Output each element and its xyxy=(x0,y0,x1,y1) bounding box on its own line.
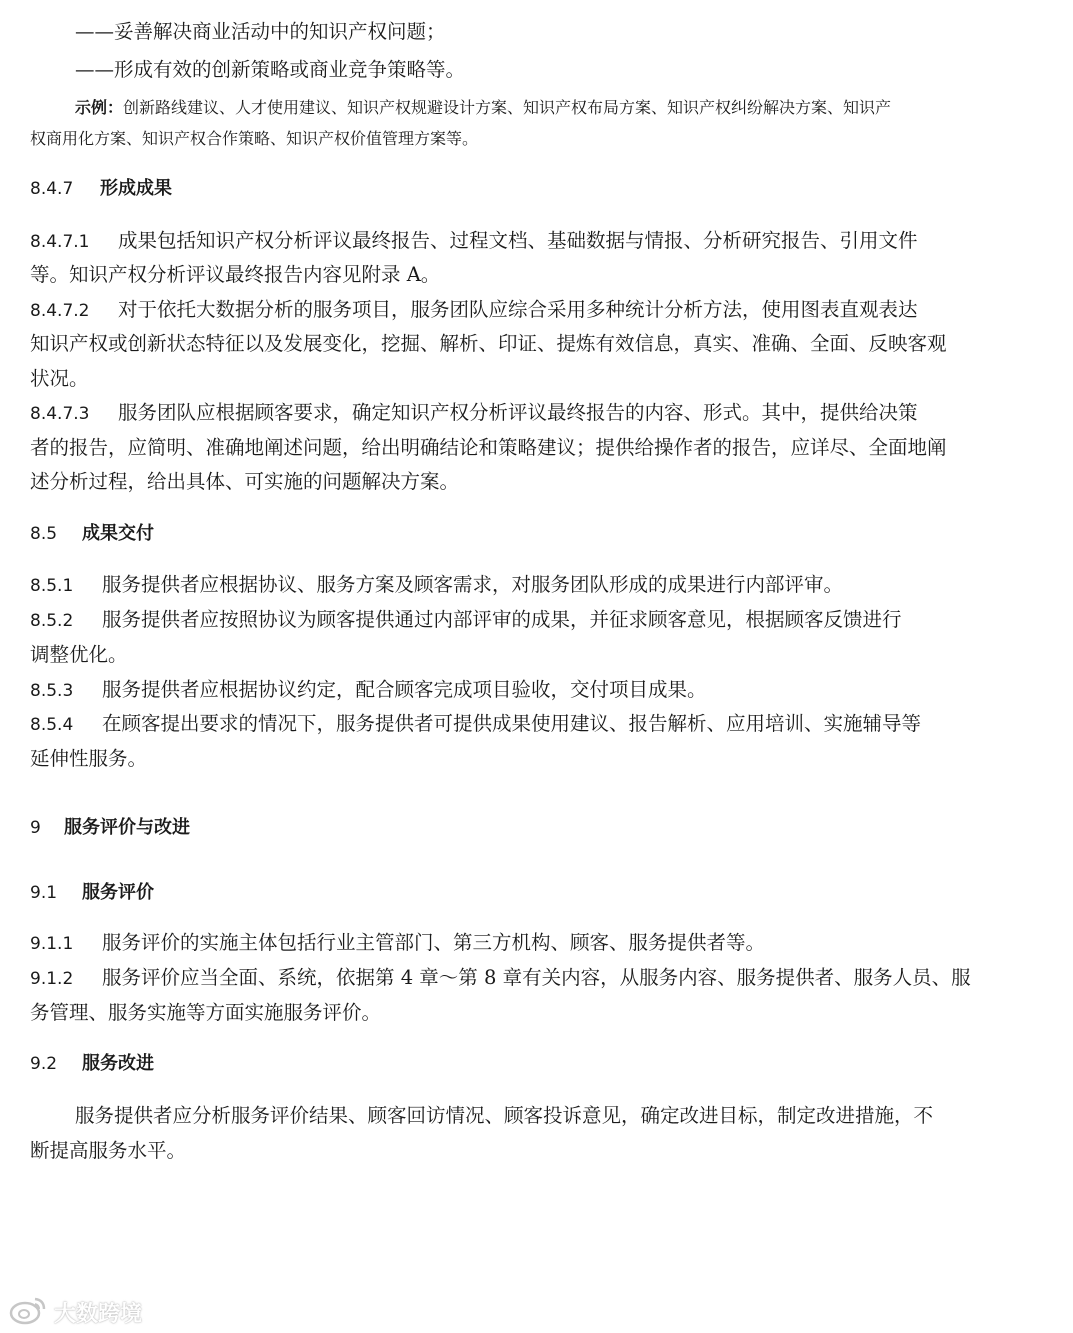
example-line-1 xyxy=(75,96,1040,120)
clause-text: 对于依托大数据分析的服务项目，服务团队应综合采用多种统计分析方法，使用图表直观表达 xyxy=(118,298,918,321)
section-heading-9-2 xyxy=(30,1051,154,1076)
section-title: 形成成果 xyxy=(100,178,172,199)
section-heading-9-1 xyxy=(30,880,154,905)
clause-8-4-7-1-line-1 xyxy=(30,229,918,254)
clause-number: 8.5.3 xyxy=(30,681,74,701)
section-title: 服务改进 xyxy=(82,1053,154,1074)
clause-number: 9.1.2 xyxy=(30,969,74,989)
chapter-number: 9 xyxy=(30,818,41,838)
clause-text: 服务团队应根据顾客要求，确定知识产权分析评议最终报告的内容、形式。其中，提供给决策 xyxy=(118,401,918,424)
clause-text: 服务评价应当全面、系统，依据第 4 章～第 8 章有关内容，从服务内容、服务提供者、服务人员、服 xyxy=(102,966,971,989)
clause-number: 8.4.7.3 xyxy=(30,404,90,424)
clause-8-5-4-line-1 xyxy=(30,712,921,737)
clause-8-5-2-line-2: 调整优化。 xyxy=(30,643,128,666)
clause-text: 服务评价的实施主体包括行业主管部门、第三方机构、顾客、服务提供者等。 xyxy=(102,931,766,954)
clause-text: 成果包括知识产权分析评议最终报告、过程文档、基础数据与情报、分析研究报告、引用文件 xyxy=(118,229,918,252)
watermark xyxy=(8,1295,142,1329)
clause-text: 在顾客提出要求的情况下，服务提供者可提供成果使用建议、报告解析、应用培训、实施辅导等 xyxy=(102,712,922,735)
section-title: 服务评价 xyxy=(82,882,154,903)
section-heading-8-4-7 xyxy=(30,176,172,201)
clause-8-5-1 xyxy=(30,573,843,598)
clause-8-5-3 xyxy=(30,678,707,703)
clause-8-4-7-3-line-3: 述分析过程，给出具体、可实施的问题解决方案。 xyxy=(30,470,460,493)
section-number: 9.2 xyxy=(30,1054,58,1074)
clause-8-4-7-3-line-1 xyxy=(30,401,918,426)
weibo-logo-icon xyxy=(8,1295,48,1329)
chapter-heading-9 xyxy=(30,815,190,840)
clause-8-4-7-2-line-1 xyxy=(30,298,918,323)
clause-number: 8.4.7.1 xyxy=(30,232,90,252)
paragraph-9-2-line-2: 断提高服务水平。 xyxy=(30,1139,187,1162)
section-title: 成果交付 xyxy=(82,523,154,544)
section-heading-8-5 xyxy=(30,521,154,546)
clause-text: 服务提供者应根据协议约定，配合顾客完成项目验收，交付项目成果。 xyxy=(102,678,707,701)
dash-item-1: ——妥善解决商业活动中的知识产权问题； xyxy=(75,20,446,43)
clause-text: 服务提供者应按照协议为顾客提供通过内部评审的成果，并征求顾客意见，根据顾客反馈进行 xyxy=(102,608,902,631)
example-label: 示例： xyxy=(75,98,124,117)
clause-8-4-7-3-line-2: 者的报告，应简明、准确地阐述问题，给出明确结论和策略建议；提供给操作者的报告，应详尽、全面地阐 xyxy=(30,436,947,459)
clause-8-5-2-line-1 xyxy=(30,608,902,633)
clause-9-1-1 xyxy=(30,931,765,956)
clause-number: 8.5.1 xyxy=(30,576,74,596)
example-text-1: 创新路线建议、人才使用建议、知识产权规避设计方案、知识产权布局方案、知识产权纠纷解决方案、知识产 xyxy=(123,98,892,117)
clause-8-5-4-line-2: 延伸性服务。 xyxy=(30,747,148,770)
clause-text: 服务提供者应根据协议、服务方案及顾客需求，对服务团队形成的成果进行内部评审。 xyxy=(102,573,844,596)
clause-number: 8.4.7.2 xyxy=(30,301,90,321)
clause-9-1-2-line-1 xyxy=(30,966,971,991)
clause-8-4-7-1-line-2: 等。知识产权分析评议最终报告内容见附录 A。 xyxy=(30,263,441,286)
chapter-title: 服务评价与改进 xyxy=(64,817,190,838)
section-number: 8.5 xyxy=(30,524,58,544)
clause-8-4-7-2-line-2: 知识产权或创新状态特征以及发展变化，挖掘、解析、印证、提炼有效信息，真实、准确、全面、反映客观 xyxy=(30,332,947,355)
example-line-2: 权商用化方案、知识产权合作策略、知识产权价值管理方案等。 xyxy=(30,129,479,148)
clause-number: 8.5.4 xyxy=(30,715,74,735)
section-number: 8.4.7 xyxy=(30,179,74,199)
clause-number: 9.1.1 xyxy=(30,934,74,954)
paragraph-9-2-line-1: 服务提供者应分析服务评价结果、顾客回访情况、顾客投诉意见，确定改进目标，制定改进措施，不 xyxy=(75,1104,934,1127)
dash-item-2: ——形成有效的创新策略或商业竞争策略等。 xyxy=(75,58,466,81)
clause-number: 8.5.2 xyxy=(30,611,74,631)
clause-9-1-2-line-2: 务管理、服务实施等方面实施服务评价。 xyxy=(30,1001,382,1024)
clause-8-4-7-2-line-3: 状况。 xyxy=(30,367,89,390)
watermark-text: 大数跨境 xyxy=(54,1301,143,1327)
section-number: 9.1 xyxy=(30,883,58,903)
